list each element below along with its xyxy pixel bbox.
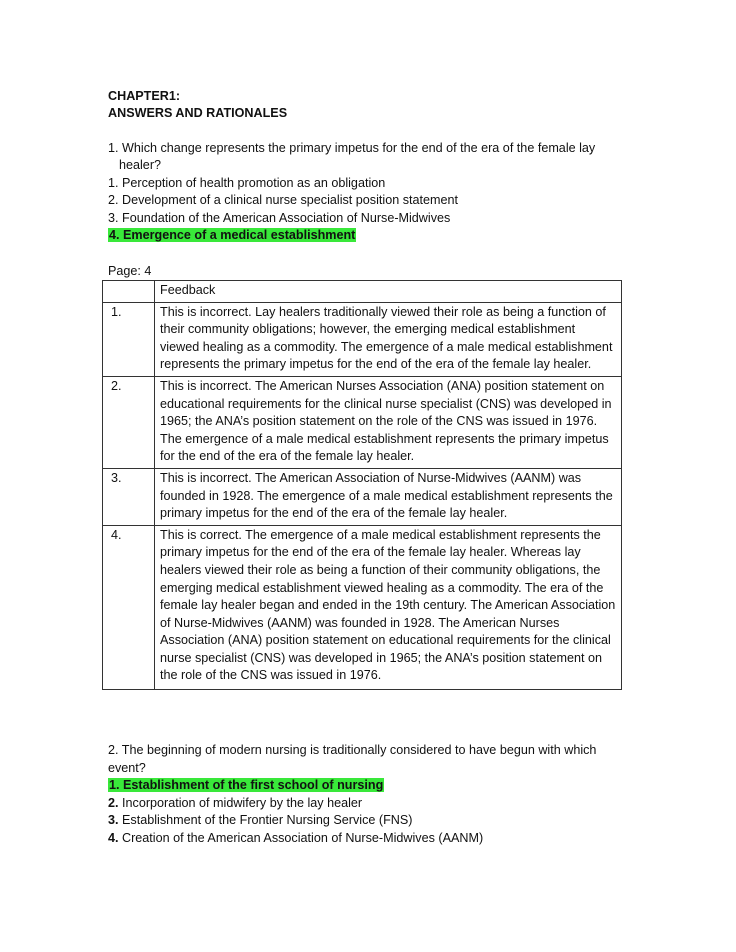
q2-option-text: Incorporation of midwifery by the lay healer bbox=[118, 796, 363, 810]
feedback-header: Feedback bbox=[155, 281, 622, 303]
table-row bbox=[103, 302, 622, 376]
table-row bbox=[103, 525, 622, 689]
q2-option-number: 3. bbox=[108, 813, 119, 827]
q1-stem-line1: 1. Which change represents the primary impetus for the end of the era of the female lay bbox=[108, 141, 596, 155]
feedback-number: 4. bbox=[103, 525, 155, 689]
q2-option-number: 4. bbox=[108, 831, 119, 845]
feedback-text: This is incorrect. The American Association of Nurse-Midwives (AANM) was founded in 1928. The emergence of a male medical establishment represents the primary impetus for the end of the era of the female lay healer. bbox=[155, 468, 622, 525]
feedback-table bbox=[102, 280, 622, 690]
q2-stem-line2: event? bbox=[108, 761, 146, 775]
q2-option-text: Establishment of the Frontier Nursing Service (FNS) bbox=[118, 813, 413, 827]
q1-option: 2. Development of a clinical nurse specialist position statement bbox=[108, 193, 459, 207]
feedback-text: This is incorrect. Lay healers traditionally viewed their role as being a function of their community obligations; however, the emerging medical establishment viewed healing as a commodity. The emergence of a male medical establishment represents the primary impetus for the end of the era of the female lay healer. bbox=[155, 302, 622, 376]
feedback-number: 3. bbox=[103, 468, 155, 525]
table-row bbox=[103, 468, 622, 525]
table-row bbox=[103, 376, 622, 468]
q1-option: 3. Foundation of the American Association of Nurse-Midwives bbox=[108, 211, 451, 225]
q1-correct-answer: 4. Emergence of a medical establishment bbox=[109, 228, 356, 242]
feedback-number: 2. bbox=[103, 376, 155, 468]
q1-stem-line2: healer? bbox=[119, 158, 162, 172]
section-heading: ANSWERS AND RATIONALES bbox=[108, 106, 288, 120]
q2-option bbox=[108, 795, 362, 812]
q2-correct-answer: 1. Establishment of the first school of nursing bbox=[109, 778, 384, 792]
q1-option: 1. Perception of health promotion as an obligation bbox=[108, 176, 386, 190]
q2-option-number: 2. bbox=[108, 796, 119, 810]
q2-option bbox=[108, 812, 412, 829]
q2-option bbox=[108, 830, 483, 847]
feedback-text: This is correct. The emergence of a male medical establishment represents the primary impetus for the end of the era of the female lay healer. Whereas lay healers viewed their role as being a function of their community obligations, the emerging medical establishment viewed healing as a commodity. The era of the female lay healer began and ended in the 19th century. The American Association of Nurse-Midwives (AANM) was founded in 1928. The American Nurses Association (ANA) position statement on educational requirements for the clinical nurse specialist (CNS) was developed in 1965; the ANA’s position statement on the role of the CNS was issued in 1976. bbox=[155, 525, 622, 689]
table-header-row bbox=[103, 281, 622, 303]
chapter-heading: CHAPTER1: bbox=[108, 89, 181, 103]
feedback-text: This is incorrect. The American Nurses Association (ANA) position statement on educational requirements for the clinical nurse specialist (CNS) was developed in 1965; the ANA’s position statement on the role of the CNS was issued in 1976. The emergence of a male medical establishment represents the primary impetus for the end of the era of the female lay healer. bbox=[155, 376, 622, 468]
q2-option-text: Creation of the American Association of Nurse-Midwives (AANM) bbox=[118, 831, 484, 845]
q2-stem-line1: 2. The beginning of modern nursing is traditionally considered to have begun with which bbox=[108, 743, 597, 757]
feedback-number: 1. bbox=[103, 302, 155, 376]
page-reference: Page: 4 bbox=[108, 264, 152, 278]
